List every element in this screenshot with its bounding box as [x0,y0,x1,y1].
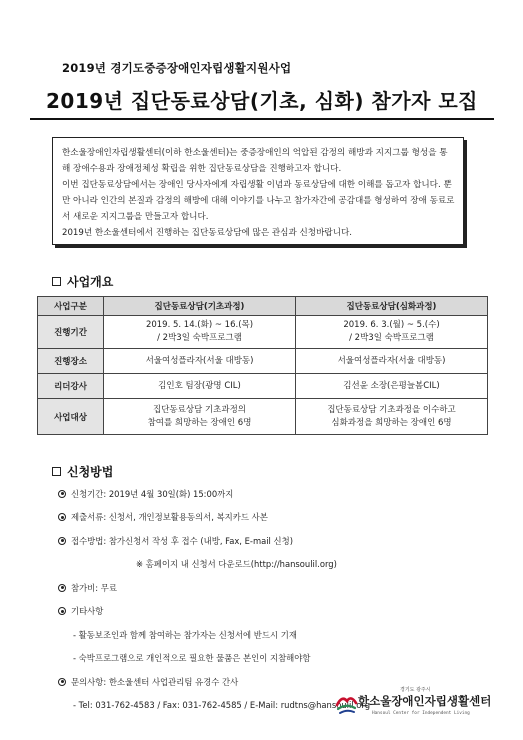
table-row [38,349,488,374]
circle-bullet-icon [58,607,66,615]
cell-text: 서울여성플라자(서울 대방동) [337,355,446,366]
table-cell [104,349,296,374]
apply-fee: 참가비: 무료 [71,582,117,593]
table-row [38,374,488,399]
table-cell [296,316,488,349]
intro-box [52,137,464,245]
overview-table [37,296,488,435]
circle-bullet-icon [58,678,66,686]
apply-documents: 제출서류: 신청서, 개인정보활용동의서, 복지카드 사본 [71,512,268,522]
list-item [58,580,498,595]
circle-bullet-icon [58,513,66,521]
cell-text: 2019. 6. 3.(월) ~ 5.(수) [343,320,440,330]
intro-paragraph-3: 2019년 한소울센터에서 진행하는 집단동료상담에 많은 관심과 신청바랍니다. [62,228,353,238]
table-cell [296,374,488,399]
circle-bullet-icon [58,490,66,498]
row-label: 진행장소 [38,349,104,374]
apply-etc-2: - 숙박프로그램으로 개인적으로 필요한 물품은 본인이 지참해야함 [73,653,311,663]
list-item [58,486,498,501]
list-subitem [58,627,498,642]
table-cell [104,374,296,399]
checkbox-square-icon [52,467,61,476]
circle-bullet-icon [58,537,66,545]
logo-english: Hansoul Center for Independent Living [372,711,470,716]
logo-mark-icon [334,691,360,715]
checkbox-square-icon [52,277,61,286]
table-cell [104,399,296,435]
apply-heading [52,463,113,480]
table-row [38,399,488,435]
logo-top-text: 경기도 광주시 [400,687,431,693]
row-label: 진행기간 [38,316,104,349]
cell-text: 집단동료상담 기초과정을 이수하고 [327,404,456,415]
apply-method-note: ※ 홈페이지 내 신청서 다운로드(http://hansoulil.org) [136,559,337,569]
table-cell [104,316,296,349]
cell-text: 집단동료상담 기초과정의 [152,404,247,415]
intro-paragraph-2: 이번 집단동료상담에서는 장애인 당사자에게 자립생활 이념과 동료상담에 대한 이해를 돕고자 합니다. 뿐만 아니라 인간의 본질과 감정의 해방에 대해 이야기를 나누고 참가자간에 공감대를 형성하여 장애 동료로서 새로운 지지그룹을 만들고자 합니다. [62,180,455,222]
column-header: 집단동료상담(심화과정) [296,297,488,316]
row-label: 사업대상 [38,399,104,435]
table-header-row [38,297,488,316]
cell-text: 2019. 5. 14.(화) ~ 16.(목) [145,320,254,330]
list-item [58,604,498,619]
table-cell [296,349,488,374]
table-cell [296,399,488,435]
title-block [30,84,494,120]
cell-text: 김인호 팀장(광명 CIL) [158,380,241,391]
apply-method: 접수방법: 참가신청서 작성 후 접수 (내방, Fax, E-mail 신청) [71,535,293,546]
list-item [58,510,498,525]
cell-text: 심화과정을 희망하는 장애인 6명 [331,417,452,428]
cell-text: 서울여성플라자(서울 대방동) [145,355,254,366]
logo-name: 한소울장애인자립생활센터 [358,694,492,708]
row-label: 리더강사 [38,374,104,399]
overview-heading [52,273,113,290]
list-item [58,533,498,548]
apply-contact: 문의사항: 한소울센터 사업관리팀 유경수 간사 [71,676,239,687]
cell-text: / 2박3일 숙박프로그램 [349,333,434,343]
column-header: 집단동료상담(기초과정) [104,297,296,316]
apply-heading-text: 신청방법 [67,465,114,479]
apply-etc: 기타사항 [71,606,104,616]
page-title: 2019년 집단동료상담(기초, 심화) 참가자 모집 [45,89,478,113]
list-subitem [58,557,498,572]
intro-paragraph-1: 한소울장애인자립생활센터(이하 한소울센터)는 중증장애인의 억압된 감정의 해방과 지지그룹 형성을 통해 장애수용과 장애정체성 확립을 위한 집단동료상담을 진행하고자 합니다. [62,148,448,174]
list-subitem [58,651,498,666]
apply-contact-detail: - Tel: 031-762-4583 / Fax: 031-762-4585 / E-Mail: rudtns@hansoulil.org [73,700,371,710]
cell-text: / 2박3일 숙박프로그램 [157,333,242,343]
cell-text: 참여를 희망하는 장애인 6명 [147,417,252,428]
circle-bullet-icon [58,584,66,592]
center-logo [334,686,492,722]
column-header: 사업구분 [38,297,104,316]
overview-heading-text: 사업개요 [67,275,114,289]
apply-etc-1: - 활동보조인과 함께 참여하는 참가자는 신청서에 반드시 기재 [73,629,297,640]
table-row [38,316,488,349]
project-name: 2019년 경기도중증장애인자립생활지원사업 [62,61,292,75]
apply-period: 신청기간: 2019년 4월 30일(화) 15:00까지 [71,488,234,499]
cell-text: 김선윤 소장(은평늘봄CIL) [343,380,440,391]
